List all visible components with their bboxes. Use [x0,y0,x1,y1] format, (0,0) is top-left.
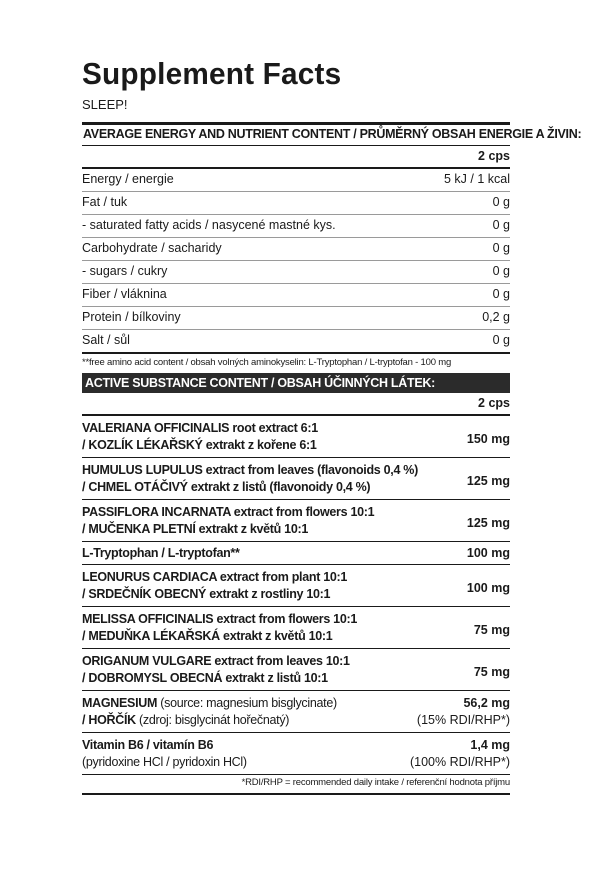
vitamin-b6-rdi: (100% RDI/RHP*) [409,754,510,769]
ingredient-name-cz: / KOZLÍK LÉKAŘSKÝ extrakt z kořene 6:1 [82,437,317,452]
nutrient-value: 0 g [492,241,510,255]
table-row [82,416,510,458]
supplement-facts-panel [82,56,582,795]
table-row [82,238,510,261]
magnesium-source: (source: magnesium bisglycinate) [157,695,337,710]
magnesium-source-cz: (zdroj: bisglycinát hořečnatý) [135,712,290,727]
nutrient-name: - saturated fatty acids / nasycené mastné kys. [82,218,336,232]
ingredient-name: VALERIANA OFFICINALIS root extract 6:1 [82,420,318,435]
nutrient-name: Fat / tuk [82,195,128,209]
table-row [82,330,510,354]
active-serving: 2 cps [82,393,510,416]
ingredient-name-cz: / MEDUŇKA LÉKAŘSKÁ extrakt z květů 10:1 [82,628,333,643]
vitamin-b6-form: (pyridoxine HCl / pyridoxin HCl) [82,754,247,769]
active-substance-header: ACTIVE SUBSTANCE CONTENT / OBSAH ÚČINNÝCH LÁTEK: [82,373,510,393]
nutrition-table [82,169,510,354]
table-row [82,565,510,607]
table-row [82,169,510,192]
ingredient-name: LEONURUS CARDIACA extract from plant 10:1 [82,569,348,584]
table-row-magnesium [82,691,510,733]
nutrient-value: 0,2 g [482,310,510,324]
nutrient-name: - sugars / cukry [82,264,168,278]
nutrient-value: 0 g [492,264,510,278]
table-row-vitamin-b6 [82,733,510,775]
magnesium-rdi: (15% RDI/RHP*) [416,712,510,727]
table-row [82,458,510,500]
ingredient-name-cz: / SRDEČNÍK OBECNÝ extrakt z rostliny 10:1 [82,586,331,601]
ingredient-name: L-Tryptophan / L-tryptofan** [82,545,240,560]
rdi-footnote: *RDI/RHP = recommended daily intake / referenční hodnota příjmu [82,775,510,795]
magnesium-name: MAGNESIUM [82,695,158,710]
nutrient-name: Protein / bílkoviny [82,310,181,324]
ingredient-amount: 125 mg [466,515,510,530]
nutrient-value: 0 g [492,287,510,301]
table-row [82,307,510,330]
page-title: Supplement Facts [82,56,342,91]
nutrient-value: 0 g [492,333,510,347]
amino-acid-note: **free amino acid content / obsah volných aminokyselin: L-Tryptophan / L-tryptofan - 100 mg [82,357,452,368]
ingredient-amount: 125 mg [466,473,510,488]
nutrient-value: 5 kJ / 1 kcal [444,172,510,186]
table-row [82,261,510,284]
ingredient-name: MELISSA OFFICINALIS extract from flowers 10:1 [82,611,357,626]
vitamin-b6-amount: 1,4 mg [470,737,510,752]
ingredient-amount: 100 mg [466,580,510,595]
vitamin-b6-name: Vitamin B6 / vitamín B6 [82,737,214,752]
table-row [82,284,510,307]
magnesium-amount: 56,2 mg [463,695,510,710]
table-row [82,192,510,215]
nutrient-value: 0 g [492,195,510,209]
nutrient-name: Carbohydrate / sacharidy [82,241,222,255]
table-row [82,500,510,542]
ingredient-amount: 75 mg [473,622,510,637]
product-name: SLEEP! [82,97,128,112]
table-row [82,607,510,649]
nutrient-name: Salt / sůl [82,333,130,347]
nutrient-name: Fiber / vláknina [82,287,167,301]
table-row [82,649,510,691]
ingredient-name-cz: / CHMEL OTÁČIVÝ extrakt z listů (flavonoidy 0,4 %) [82,479,371,494]
magnesium-name-cz: / HOŘČÍK [82,712,136,727]
ingredient-name-cz: / DOBROMYSL OBECNÁ extrakt z listů 10:1 [82,670,328,685]
nutrient-value: 0 g [492,218,510,232]
ingredient-name: HUMULUS LUPULUS extract from leaves (flavonoids 0,4 %) [82,462,418,477]
nutrition-header: AVERAGE ENERGY AND NUTRIENT CONTENT / PRŮMĚRNÝ OBSAH ENERGIE A ŽIVIN: [82,125,510,146]
table-row [82,215,510,238]
ingredient-amount: 150 mg [466,431,510,446]
nutrient-name: Energy / energie [82,172,174,186]
ingredient-amount: 100 mg [466,546,510,560]
active-substance-table [82,416,510,691]
ingredient-name-cz: / MUČENKA PLETNÍ extrakt z květů 10:1 [82,521,308,536]
ingredient-name: PASSIFLORA INCARNATA extract from flowers 10:1 [82,504,375,519]
table-row [82,542,510,565]
ingredient-name: ORIGANUM VULGARE extract from leaves 10:1 [82,653,350,668]
ingredient-amount: 75 mg [473,664,510,679]
nutrition-serving: 2 cps [82,146,510,169]
